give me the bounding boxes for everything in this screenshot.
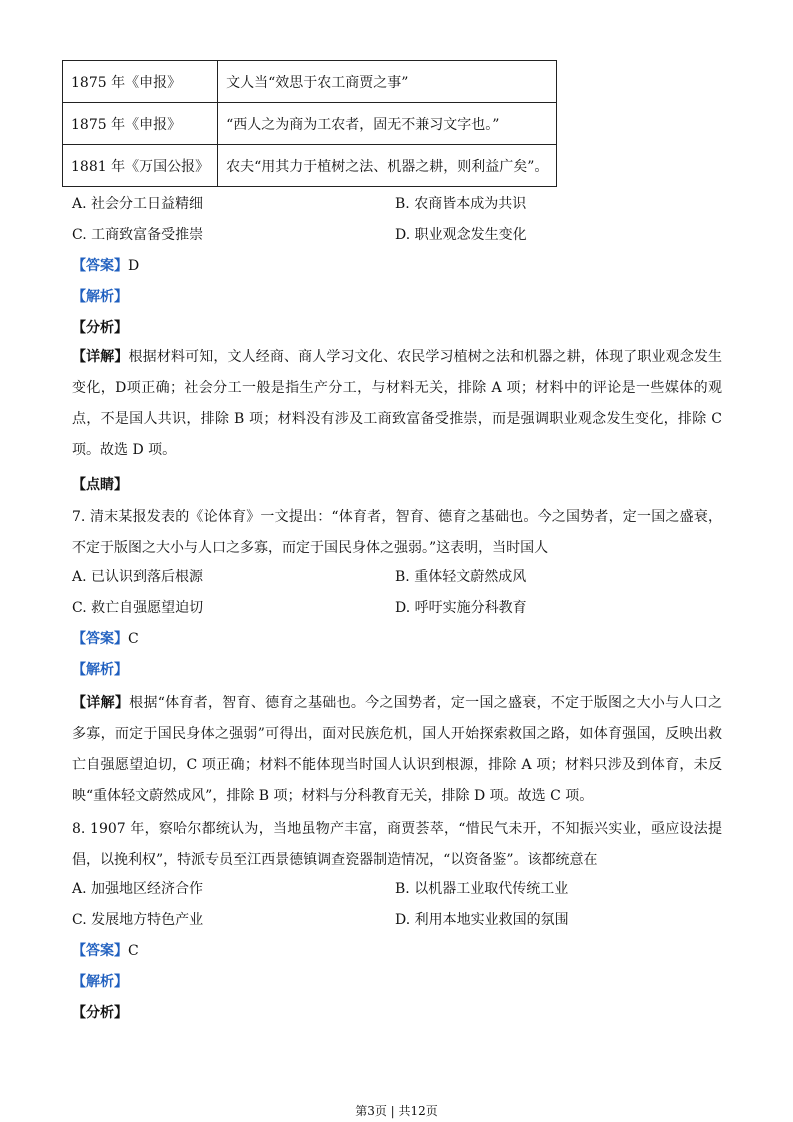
answer-tag: 【答案】 [72, 631, 128, 647]
answer-value: C [128, 631, 139, 647]
q6-analysis-heading [72, 286, 722, 308]
q6-option-b: B. 农商皆本成为共识 [395, 196, 527, 212]
q8-fenxi-heading [72, 1002, 722, 1024]
q7-analysis-heading [72, 659, 722, 681]
analysis-tag: 【解析】 [72, 662, 128, 678]
q8-answer [72, 940, 722, 962]
detail-text: 根据材料可知，文人经商、商人学习文化、农民学习植树之法和机器之耕，体现了职业观念发生变化，D项正确；社会分工一般是指生产分工，与材料无关，排除 A 项；材料中的评论是一些媒体的观点，不是国人共识，排除 B 项；材料没有涉及工商致富备受推崇，而是强调职业观念发生变化，排除 C 项。故选 D 项。 [72, 349, 723, 458]
q7-stem: 7. 清末某报发表的《论体育》一文提出：“体育者，智育、德育之基础也。今之国势者，定一国之盛衰，不定于版图之大小与人口之多寡，而定于国民身体之强弱。”这表明，当时国人 [72, 509, 722, 556]
q8-stem: 8. 1907 年，察哈尔都统认为，当地虽物产丰富，商贾荟萃，“惜民气未开，不知振兴实业，亟应设法提倡，以挽利权”，特派专员至江西景德镇调查瓷器制造情况，“以资备鉴”。该都统意在 [72, 821, 722, 868]
q7-option-b: B. 重体轻文蔚然成风 [395, 569, 527, 585]
table-cell-quote: “西人之为商为工农者，固无不兼习文字也。” [218, 103, 557, 145]
table-cell-date: 1875 年《申报》 [63, 103, 218, 145]
table-cell-date: 1881 年《万国公报》 [63, 145, 218, 187]
table-cell-quote: 农夫“用其力于植树之法、机器之耕，则利益广矣”。 [218, 145, 557, 187]
page-footer: 第3页 | 共12页 [355, 1104, 438, 1118]
detail-tag: 【详解】 [72, 695, 130, 711]
table-cell-quote: 文人当“效思于农工商贾之事” [218, 61, 557, 103]
q6-fenxi-heading [72, 317, 722, 339]
q8-analysis-heading [72, 971, 722, 993]
q6-detail [72, 342, 722, 466]
q8-option-a: A. 加强地区经济合作 [72, 881, 204, 897]
table-cell-date: 1875 年《申报》 [63, 61, 218, 103]
q7-detail [72, 688, 722, 812]
fenxi-tag: 【分析】 [72, 1005, 128, 1021]
table-row [63, 61, 557, 103]
answer-value: D [128, 258, 140, 274]
answer-value: C [128, 943, 139, 959]
q7-option-a: A. 已认识到落后根源 [72, 569, 204, 585]
table-row [63, 103, 557, 145]
source-table [62, 60, 557, 187]
q7-answer [72, 628, 722, 650]
q6-answer [72, 255, 722, 277]
analysis-tag: 【解析】 [72, 289, 128, 305]
q6-option-d: D. 职业观念发生变化 [395, 227, 527, 243]
table-row [63, 145, 557, 187]
dianjing-tag: 【点睛】 [72, 477, 128, 493]
q8-option-c: C. 发展地方特色产业 [72, 912, 204, 928]
q6-option-c: C. 工商致富备受推崇 [72, 227, 204, 243]
answer-tag: 【答案】 [72, 258, 128, 274]
q6-option-a: A. 社会分工日益精细 [72, 196, 204, 212]
q8-option-d: D. 利用本地实业救国的氛围 [395, 912, 569, 928]
fenxi-tag: 【分析】 [72, 320, 128, 336]
q8-option-b: B. 以机器工业取代传统工业 [395, 881, 569, 897]
answer-tag: 【答案】 [72, 943, 128, 959]
q7-option-c: C. 救亡自强愿望迫切 [72, 600, 204, 616]
q6-dianjing-heading [72, 474, 722, 496]
detail-tag: 【详解】 [72, 349, 129, 365]
detail-text: 根据“体育者，智育、德育之基础也。今之国势者，定一国之盛衰，不定于版图之大小与人口之多寡，而定于国民身体之强弱”可得出，面对民族危机，国人开始探索救国之路，如体育强国，反映出救亡自强愿望迫切，C 项正确；材料不能体现当时国人认识到根源，排除 A 项；材料只涉及到体育，未反映“重体轻文蔚然成风”，排除 B 项；材料与分科教育无关，排除 D 项。故选 C 项。 [72, 695, 723, 804]
q7-option-d: D. 呼吁实施分科教育 [395, 600, 527, 616]
analysis-tag: 【解析】 [72, 974, 128, 990]
